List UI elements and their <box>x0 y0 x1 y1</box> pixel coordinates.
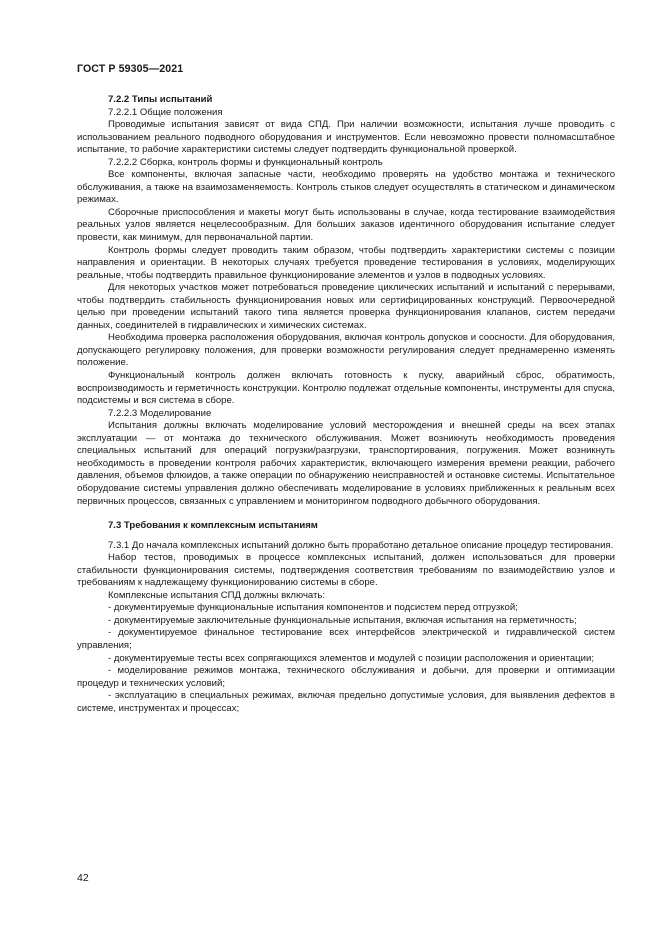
paragraph: Функциональный контроль должен включать готовность к пуску, аварийный сброс, обратимость, воспроизводимость и герметичность конструкции. Контролю подлежат отдельные компоненты, инструменты для спуска, подсистемы и вся система в сборе. <box>77 370 615 407</box>
paragraph: Для некоторых участков может потребоваться проведение циклических испытаний и испытаний с перерывами, чтобы подтвердить стабильность функционирования новых или сертифицированных конструкций. Первоочередной целью при проведении испытаний такого типа является проверка функционирования клапанов, систем передачи данных, соединителей в гидравлических и химических системах. <box>77 282 615 331</box>
page-number: 42 <box>77 872 89 884</box>
paragraph: 7.3.1 До начала комплексных испытаний должно быть проработано детальное описание процедур тестирования. <box>108 539 614 551</box>
section-heading: 7.2.2 Типы испытаний <box>108 94 213 105</box>
paragraph: 7.2.2.3 Моделирование <box>108 407 212 419</box>
paragraph: - документируемые заключительные функциональные испытания, включая испытания на герметичность; <box>108 614 577 626</box>
paragraph: 7.2.2.2 Сборка, контроль формы и функциональный контроль <box>108 156 383 168</box>
paragraph: - документируемые функциональные испытания компонентов и подсистем перед отгрузкой; <box>108 602 518 614</box>
standard-header: ГОСТ Р 59305—2021 <box>77 63 184 75</box>
paragraph: Проводимые испытания зависят от вида СПД. При наличии возможности, испытания лучше проводить с использованием реального подводного оборудования и инструментов. Если невозможно провести полномасштабное испытание, то рабочие характеристики системы следует подтвердить функциональной проверкой. <box>77 119 615 156</box>
paragraph: Испытания должны включать моделирование условий месторождения и внешней среды на всех этапах эксплуатации — от монтажа до технического обслуживания. Может возникнуть необходимость проведения специальных испытаний для операций погрузки/разгрузки, транспортирования, погружения. Может возникнуть необходимость в проведении контроля рабочих характеристик, включающего измерения времени реакции, рабочего давления, объемов флюидов, а также операции по обнаружению неисправностей и остановке системы. Испытательное оборудование системы управления должно обеспечивать моделирование в условиях приближенных к реальным всех первичных процессов, связанных с управлением и мониторингом подводного добычного оборудования. <box>77 420 615 507</box>
paragraph: Контроль формы следует проводить таким образом, чтобы подтвердить характеристики системы с позиции направления и ориентации. В некоторых случаях требуется проведение тестирования в условиях, моделирующих реальные, чтобы подтвердить правильное функционирование элементов и узлов в подводных условиях. <box>77 244 615 281</box>
paragraph: - моделирование режимов монтажа, технического обслуживания и добычи, для проверки и оптимизации процедур и технических условий; <box>77 665 615 689</box>
document-body <box>77 94 615 715</box>
paragraph: Сборочные приспособления и макеты могут быть использованы в случае, когда тестирование взаимодействия реальных узлов является нецелесообразным. Для больших заказов идентичного оборудования испытание следует провести, как минимум, для первоначальной партии. <box>77 206 615 244</box>
section-heading: 7.3 Требования к комплексным испытаниям <box>108 520 318 532</box>
paragraph: - документируемые тесты всех сопрягающихся элементов и модулей с позиции расположения и ориентации; <box>108 652 594 664</box>
paragraph: Набор тестов, проводимых в процессе комплексных испытаний, должен использоваться для проверки стабильности функционирования системы, подтверждения соответствия требованиям по взаимодействию узлов и требованиям к надлежащему функционированию системы в сборе. <box>77 552 615 589</box>
paragraph: - эксплуатацию в специальных режимах, включая предельно допустимые условия, для выявления дефектов в системе, инструментах и процессах; <box>77 690 615 714</box>
paragraph: - документируемое финальное тестирование всех интерфейсов электрической и гидравлической систем управления; <box>77 627 615 651</box>
paragraph: Комплексные испытания СПД должны включать: <box>108 589 326 601</box>
paragraph: Необходима проверка расположения оборудования, включая контроль допусков и соосности. Для оборудования, допускающего регулировку положения, для проверки возможности регулирования следует преднамеренно изменять положение. <box>77 332 615 369</box>
paragraph: Все компоненты, включая запасные части, необходимо проверять на удобство монтажа и технического обслуживания, а также на взаимозаменяемость. Контроль стыков следует осуществлять в статическом и динамическом режимах. <box>77 169 615 206</box>
paragraph: 7.2.2.1 Общие положения <box>108 106 223 118</box>
